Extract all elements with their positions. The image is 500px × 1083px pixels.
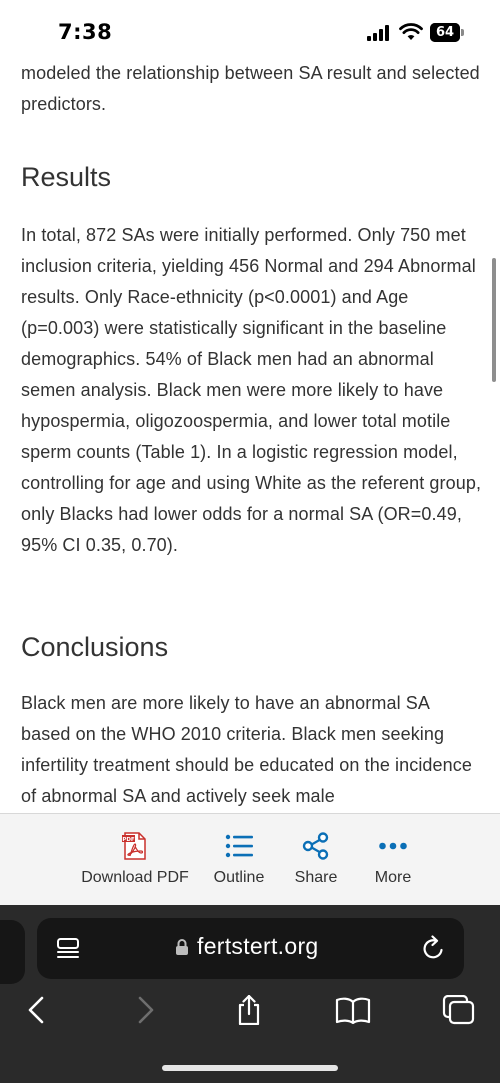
forward-button[interactable] — [126, 995, 164, 1025]
scroll-indicator[interactable] — [492, 258, 496, 382]
cellular-signal-icon — [367, 25, 389, 41]
pdf-file-icon — [121, 832, 149, 860]
download-pdf-label: Download PDF — [81, 869, 189, 886]
battery-icon — [430, 23, 464, 42]
conclusions-heading: Conclusions — [21, 632, 169, 662]
address-bar[interactable] — [37, 918, 464, 979]
ellipsis-icon — [379, 832, 407, 860]
browser-toolbar — [0, 905, 500, 1083]
download-pdf-button[interactable] — [70, 814, 200, 906]
outline-label: Outline — [213, 869, 265, 886]
outline-button[interactable] — [200, 814, 278, 906]
status-bar — [0, 0, 500, 62]
list-icon — [225, 832, 253, 860]
results-heading: Results — [21, 162, 112, 192]
lock-icon — [175, 938, 189, 956]
url-text[interactable]: fertstert.org — [197, 933, 319, 959]
battery-level: 64 — [430, 23, 460, 42]
methods-paragraph-end: modeled the relationship between SA result and selected predictors. — [21, 63, 480, 114]
wifi-icon — [399, 23, 423, 41]
status-time: 7:38 — [58, 20, 113, 44]
svg-text:PDF: PDF — [122, 836, 135, 843]
page-menu-icon[interactable] — [55, 937, 81, 961]
reload-icon[interactable] — [422, 935, 446, 961]
more-label: More — [374, 869, 412, 886]
share-page-button[interactable] — [230, 995, 268, 1025]
tabs-button[interactable] — [440, 995, 478, 1025]
more-button[interactable] — [358, 814, 428, 906]
article-action-bar — [0, 813, 500, 905]
share-nodes-icon — [302, 832, 330, 860]
results-paragraph: In total, 872 SAs were initially performed. Only 750 met inclusion criteria, yielding 456 Normal and 294 Abnormal results. Only Race-ethnicity (p<0.0001) and Age (p=0.003) were statistically significant in the baseline demographics. 54% of Black men had an abnormal semen analysis. Black men were more likely to have hypospermia, oligozoospermia, and lower total motile sperm counts (Table 1). In a logistic regression model, controlling for age and using White as the referent group, only Blacks had lower odds for a normal SA (OR=0.49, 95% CI 0.35, 0.70). — [21, 225, 482, 555]
home-indicator[interactable] — [162, 1065, 338, 1071]
conclusions-paragraph: Black men are more likely to have an abnormal SA based on the WHO 2010 criteria. Black men seeking infertility treatment should be educated on the incidence of abnormal SA and actively seek male — [21, 693, 472, 806]
share-button[interactable] — [282, 814, 350, 906]
previous-tab-preview[interactable] — [0, 920, 25, 984]
back-button[interactable] — [20, 995, 58, 1025]
bookmarks-button[interactable] — [334, 995, 372, 1025]
share-label: Share — [294, 869, 338, 886]
